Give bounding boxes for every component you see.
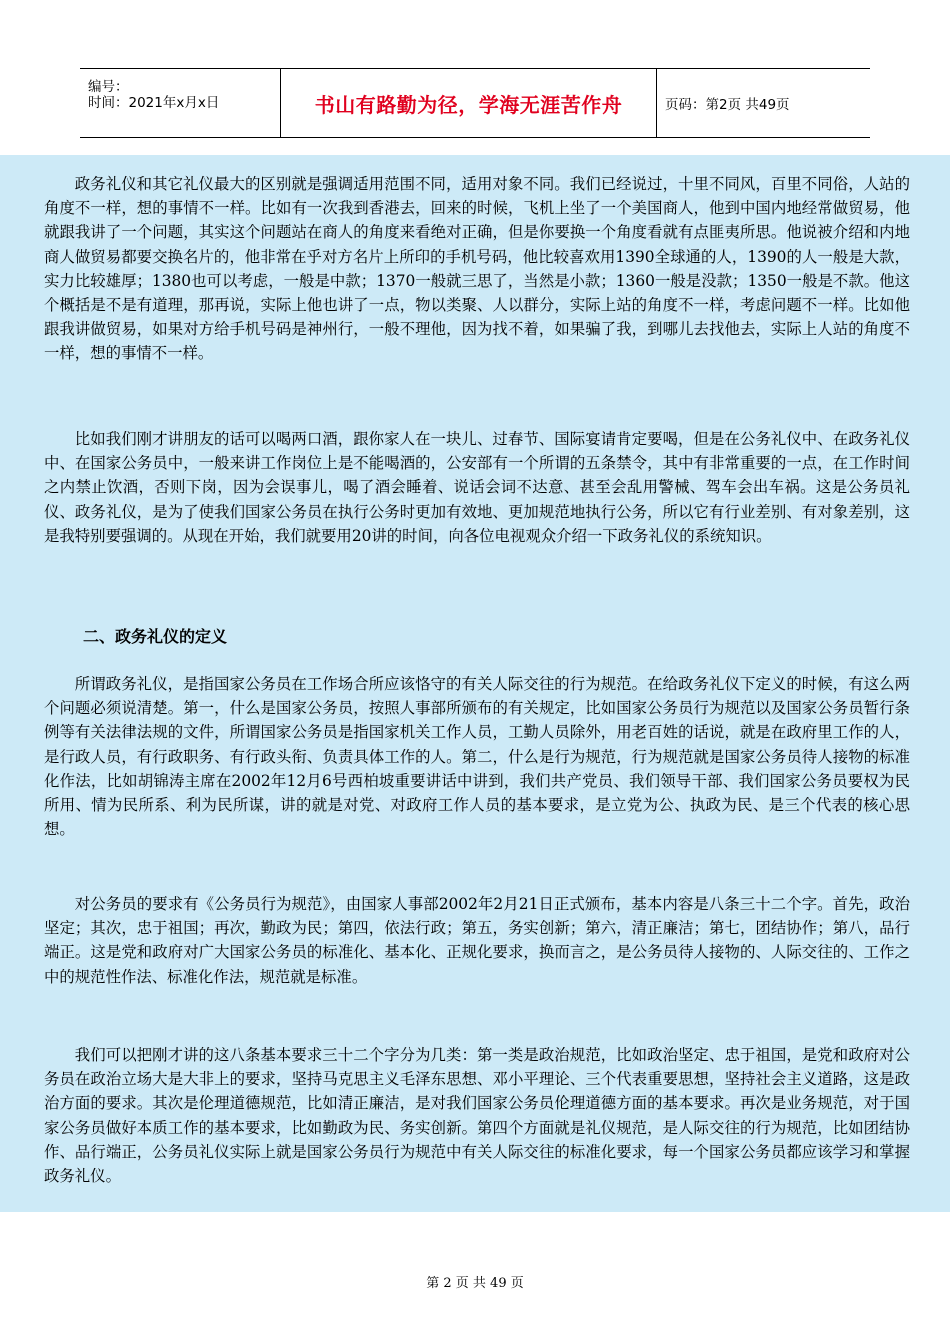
header-motto: 书山有路勤为径，学海无涯苦作舟 xyxy=(281,69,657,137)
paragraph-1: 政务礼仪和其它礼仪最大的区别就是强调适用范围不同，适用对象不同。我们已经说过，十里不同风，百里不同俗，人站的角度不一样，想的事情不一样。比如有一次我到香港去，回来的时候，飞机上坐了一个美国商人，他到中国内地经常做贸易，他就跟我讲了一个问题，其实这个问题站在商人的角度来看绝对正确，但是你要换一个角度看就有点匪夷所思。他说被介绍和内地商人做贸易都要交换名片的，他非常在乎对方名片上所印的手机号码，他比较喜欢用1390全球通的人，1390的人一般是大款，实力比较雄厚；1380也可以考虑，一般是中款；1370一般就三思了，当然是小款；1360一般是没款；1350一般是不款。他这个概括是不是有道理，那再说，实际上他也讲了一点，物以类聚、人以群分，实际上站的角度不一样，考虑问题不一样。比如他跟我讲做贸易，如果对方给手机号码是神州行，一般不理他，因为找不着，如果骗了我，到哪儿去找他去，实际上人站的角度不一样，想的事情不一样。 xyxy=(44,175,910,363)
paragraph-4: 对公务员的要求有《公务员行为规范》，由国家人事部2002年2月21日正式颁布，基本内容是八条三十二个字。首先，政治坚定；其次，忠于祖国；再次，勤政为民；第四，依法行政；第五，务实创新；第六，清正廉洁；第七，团结协作；第八，品行端正。这是党和政府对广大国家公务员的标准化、基本化、正规化要求，换而言之，是公务员待人接物的、人际交往的、工作之中的规范性作法、标准化作法，规范就是标准。 xyxy=(44,895,910,986)
time-label: 时间：2021年x月x日 xyxy=(88,95,220,111)
header-page-info: 页码：第2页 共49页 xyxy=(665,97,790,113)
section-heading: 二、政务礼仪的定义 xyxy=(83,627,228,646)
page-header xyxy=(80,68,870,138)
number-label: 编号： xyxy=(88,79,129,95)
header-meta xyxy=(80,69,281,137)
paragraph-5: 我们可以把刚才讲的这八条基本要求三十二个字分为几类：第一类是政治规范，比如政治坚定、忠于祖国，是党和政府对公务员在政治立场大是大非上的要求，坚持马克思主义毛泽东思想、邓小平理论、三个代表重要思想，坚持社会主义道路，这是政治方面的要求。其次是伦理道德规范，比如清正廉洁，是对我们国家公务员伦理道德方面的基本要求。再次是业务规范，对于国家公务员做好本质工作的基本要求，比如勤政为民、务实创新。第四个方面就是礼仪规范，是人际交往的行为规范，比如团结协作、品行端正，公务员礼仪实际上就是国家公务员行为规范中有关人际交往的标准化要求，每一个国家公务员都应该学习和掌握政务礼仪。 xyxy=(44,1046,910,1186)
paragraph-3: 所谓政务礼仪，是指国家公务员在工作场合所应该恪守的有关人际交往的行为规范。在给政务礼仪下定义的时候，有这么两个问题必须说清楚。第一，什么是国家公务员，按照人事部所颁布的有关规定，比如国家公务员行为规范以及国家公务员暂行条例等有关法律法规的文件，所谓国家公务员是指国家机关工作人员，工勤人员除外，用老百姓的话说，就是在政府里工作的人，是行政人员，有行政职务、有行政头衔、负责具体工作的人。第二，什么是行为规范，行为规范就是国家公务员待人接物的标准化作法，比如胡锦涛主席在2002年12月6号西柏坡重要讲话中讲到，我们共产党员、我们领导干部、我们国家公务员要权为民所用、情为民所系、利为民所谋，讲的就是对党、对政府工作人员的基本要求，是立党为公、执政为民、是三个代表的核心思想。 xyxy=(44,675,910,839)
paragraph-2: 比如我们刚才讲朋友的话可以喝两口酒，跟你家人在一块儿、过春节、国际宴请肯定要喝，但是在公务礼仪中、在政务礼仪中、在国家公务员中，一般来讲工作岗位上是不能喝酒的，公安部有一个所谓的五条禁令，其中有非常重要的一点，在工作时间之内禁止饮酒，否则下岗，因为会误事儿，喝了酒会睡着、说话会词不达意、甚至会乱用警械、驾车会出车祸。这是公务员礼仪、政务礼仪，是为了使我们国家公务员在执行公务时更加有效地、更加规范地执行公务，所以它有行业差别、有对象差别，这是我特别要强调的。从现在开始，我们就要用20讲的时间，向各位电视观众介绍一下政务礼仪的系统知识。 xyxy=(44,430,910,545)
page-footer: 第 2 页 共 49 页 xyxy=(426,1276,524,1291)
